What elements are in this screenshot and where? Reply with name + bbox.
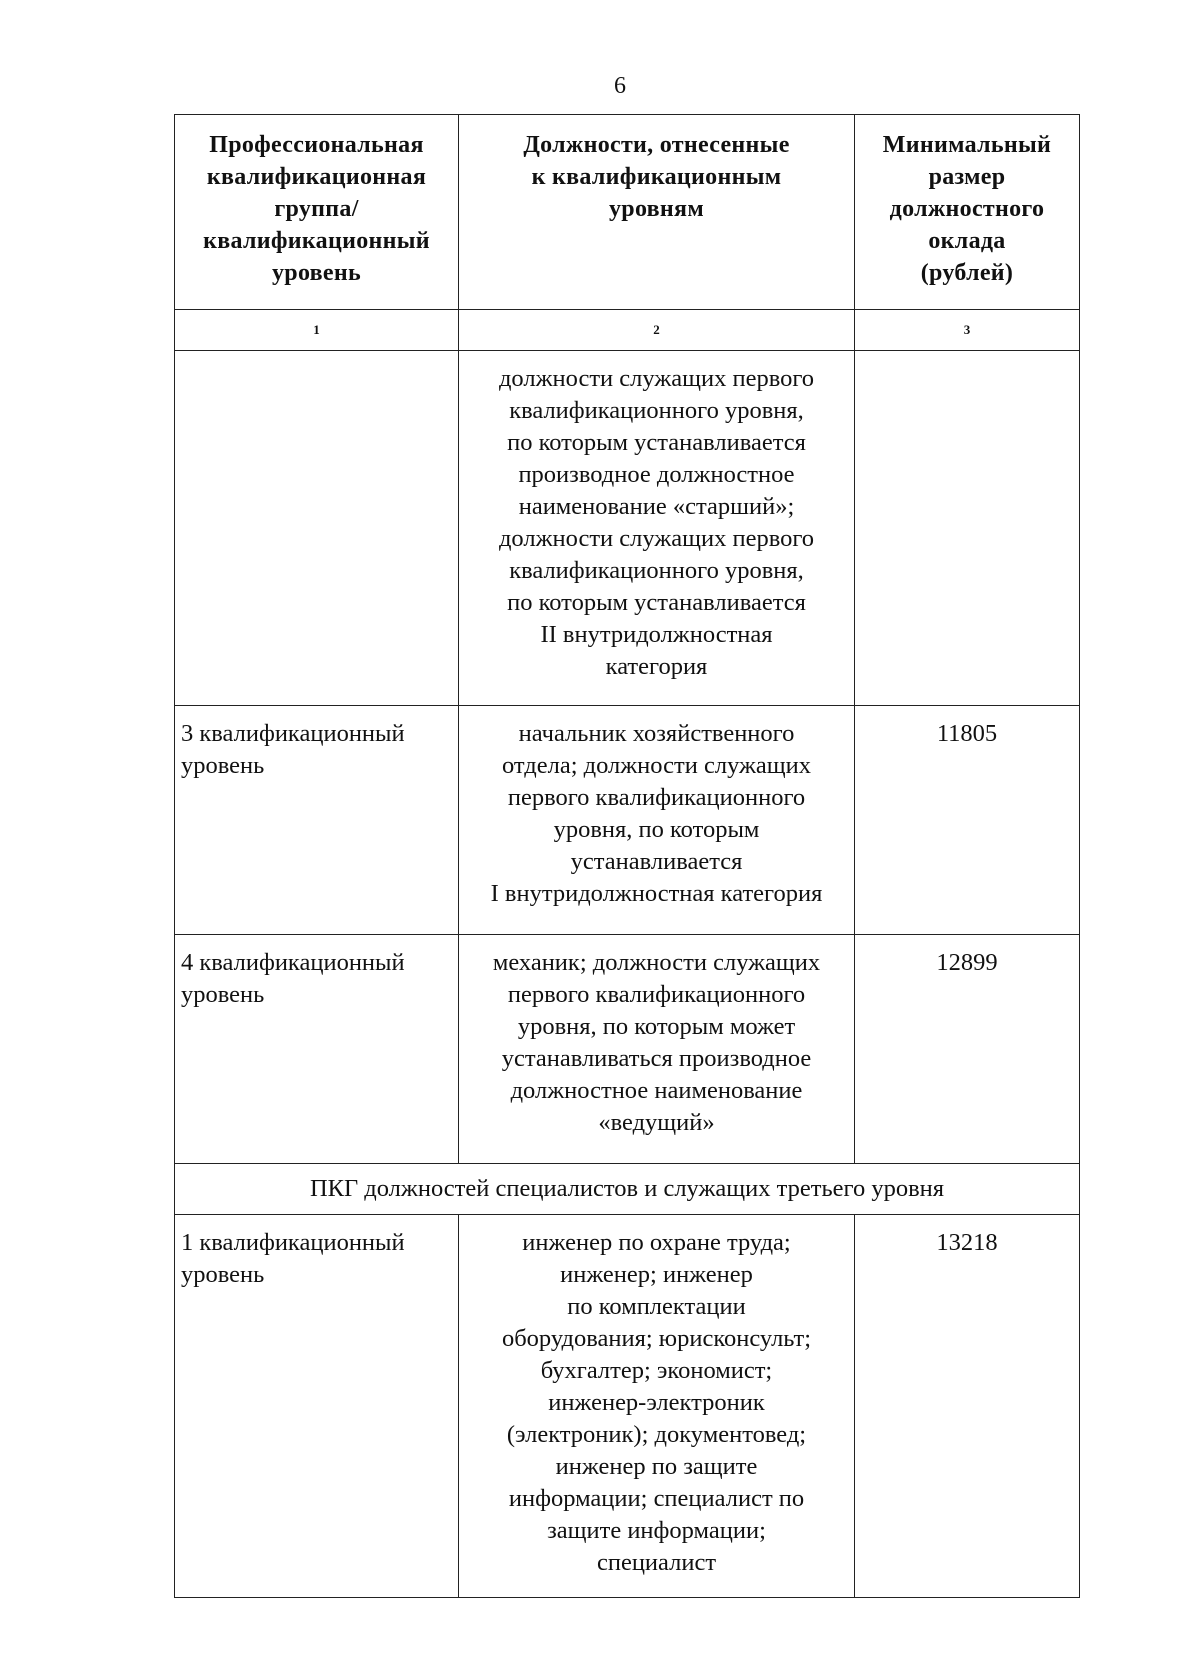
group-title: ПКГ должностей специалистов и служащих третьего уровня [175, 1164, 1080, 1215]
header-group-level: Профессиональная квалификационная группа/ квалификационный уровень [175, 115, 459, 310]
positions-cell: механик; должности служащих первого квалификационного уровня, по которым может устанавливаться производное должностное наименование «ведущий» [459, 935, 855, 1164]
salary-cell: 11805 [855, 706, 1080, 935]
salary-cell [855, 351, 1080, 706]
table-row [175, 706, 1080, 935]
header-min-salary: Минимальный размер должностного оклада (рублей) [855, 115, 1080, 310]
level-cell: 4 квалификационный уровень [175, 935, 459, 1164]
salary-cell: 13218 [855, 1215, 1080, 1598]
level-cell [175, 351, 459, 706]
column-number-row [175, 310, 1080, 351]
positions-cell: должности служащих первого квалификационного уровня, по которым устанавливается производное должностное наименование «старший»; должности служащих первого квалификационного уровня, по которым устанавливается II внутридолжностная категория [459, 351, 855, 706]
table-header-row [175, 115, 1080, 310]
level-cell: 3 квалификационный уровень [175, 706, 459, 935]
positions-cell: инженер по охране труда; инженер; инженер по комплектации оборудования; юрисконсульт; бухгалтер; экономист; инженер-электроник (электроник); документовед; инженер по защите информации; специалист по защите информации; специалист [459, 1215, 855, 1598]
salary-cell: 12899 [855, 935, 1080, 1164]
group-title-row [175, 1164, 1080, 1215]
table-row [175, 1215, 1080, 1598]
page-number: 6 [614, 73, 626, 99]
column-number: 2 [459, 310, 855, 351]
table-row [175, 935, 1080, 1164]
column-number: 3 [855, 310, 1080, 351]
table-row [175, 351, 1080, 706]
column-number: 1 [175, 310, 459, 351]
qualification-table [174, 114, 1080, 1598]
level-cell: 1 квалификационный уровень [175, 1215, 459, 1598]
header-positions: Должности, отнесенные к квалификационным уровням [459, 115, 855, 310]
positions-cell: начальник хозяйственного отдела; должности служащих первого квалификационного уровня, по которым устанавливается I внутридолжностная категория [459, 706, 855, 935]
